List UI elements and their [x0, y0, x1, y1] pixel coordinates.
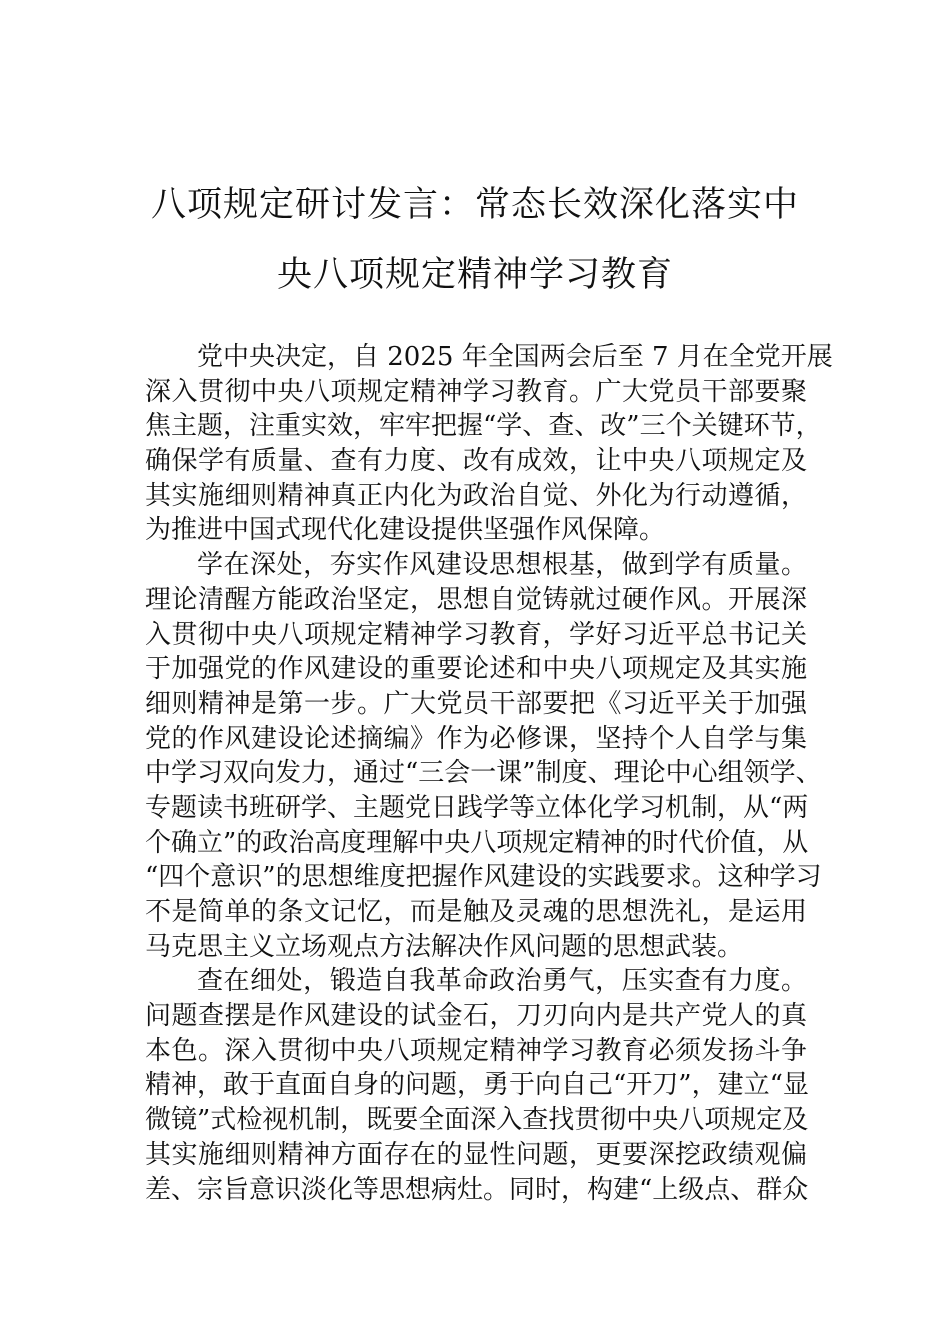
text-line: 不是简单的条文记忆，而是触及灵魂的思想洗礼，是运用 — [145, 897, 807, 927]
text-line: 问题查摆是作风建设的试金石，刀刃向内是共产党人的真 — [145, 1001, 807, 1032]
text-line: 党中央决定，自 2025 年全国两会后至 7 月在全党开展 — [197, 342, 833, 372]
paragraph-inspect — [145, 964, 807, 1207]
text-line: 理论清醒方能政治坚定，思想自觉铸就过硬作风。开展深 — [145, 584, 807, 615]
text-line: 为推进中国式现代化建设提供坚强作风保障。 — [145, 515, 666, 546]
text-line: 其实施细则精神方面存在的显性问题，更要深挖政绩观偏 — [145, 1139, 807, 1170]
text-line: 确保学有质量、查有力度、改有成效，让中央八项规定及 — [145, 446, 807, 477]
title-line: 八项规定研讨发言：常态长效深化落实中 — [150, 185, 799, 225]
text-line: 焦主题，注重实效，牢牢把握“学、查、改”三个关键环节， — [145, 411, 822, 442]
text-line: 专题读书班研学、主题党日践学等立体化学习机制，从“两 — [145, 792, 809, 823]
text-line: 入贯彻中央八项规定精神学习教育，学好习近平总书记关 — [145, 619, 807, 650]
text-line: 查在细处，锻造自我革命政治勇气，压实查有力度。 — [197, 966, 807, 997]
text-line: 于加强党的作风建设的重要论述和中央八项规定及其实施 — [145, 654, 807, 685]
text-line: 差、宗旨意识淡化等思想病灶。同时，构建“上级点、群众 — [145, 1174, 809, 1205]
document-body — [145, 340, 833, 1207]
text-line: 党的作风建设论述摘编》作为必修课，坚持个人自学与集 — [145, 723, 807, 754]
document-title — [140, 170, 810, 310]
text-line: 本色。深入贯彻中央八项规定精神学习教育必须发扬斗争 — [145, 1035, 807, 1066]
paragraph-intro — [145, 340, 833, 548]
text-line: 精神，敢于直面自身的问题，勇于向自己“开刀”，建立“显 — [145, 1070, 809, 1101]
text-line: 细则精神是第一步。广大党员干部要把《习近平关于加强 — [145, 688, 807, 719]
text-line: 学在深处，夯实作风建设思想根基，做到学有质量。 — [197, 550, 807, 581]
text-line: 马克思主义立场观点方法解决作风问题的思想武装。 — [145, 931, 744, 962]
text-line: 中学习双向发力，通过“三会一课”制度、理论中心组领学、 — [145, 758, 822, 789]
text-line: 个确立”的政治高度理解中央八项规定精神的时代价值，从 — [145, 827, 809, 858]
text-line: 其实施细则精神真正内化为政治自觉、外化为行动遵循， — [145, 480, 807, 511]
text-line: 深入贯彻中央八项规定精神学习教育。广大党员干部要聚 — [145, 376, 807, 407]
text-line: 微镜”式检视机制，既要全面深入查找贯彻中央八项规定及 — [145, 1105, 809, 1136]
text-line: “四个意识”的思想维度把握作风建设的实践要求。这种学习 — [145, 862, 822, 893]
paragraph-study — [145, 548, 822, 964]
title-line: 央八项规定精神学习教育 — [276, 255, 673, 295]
